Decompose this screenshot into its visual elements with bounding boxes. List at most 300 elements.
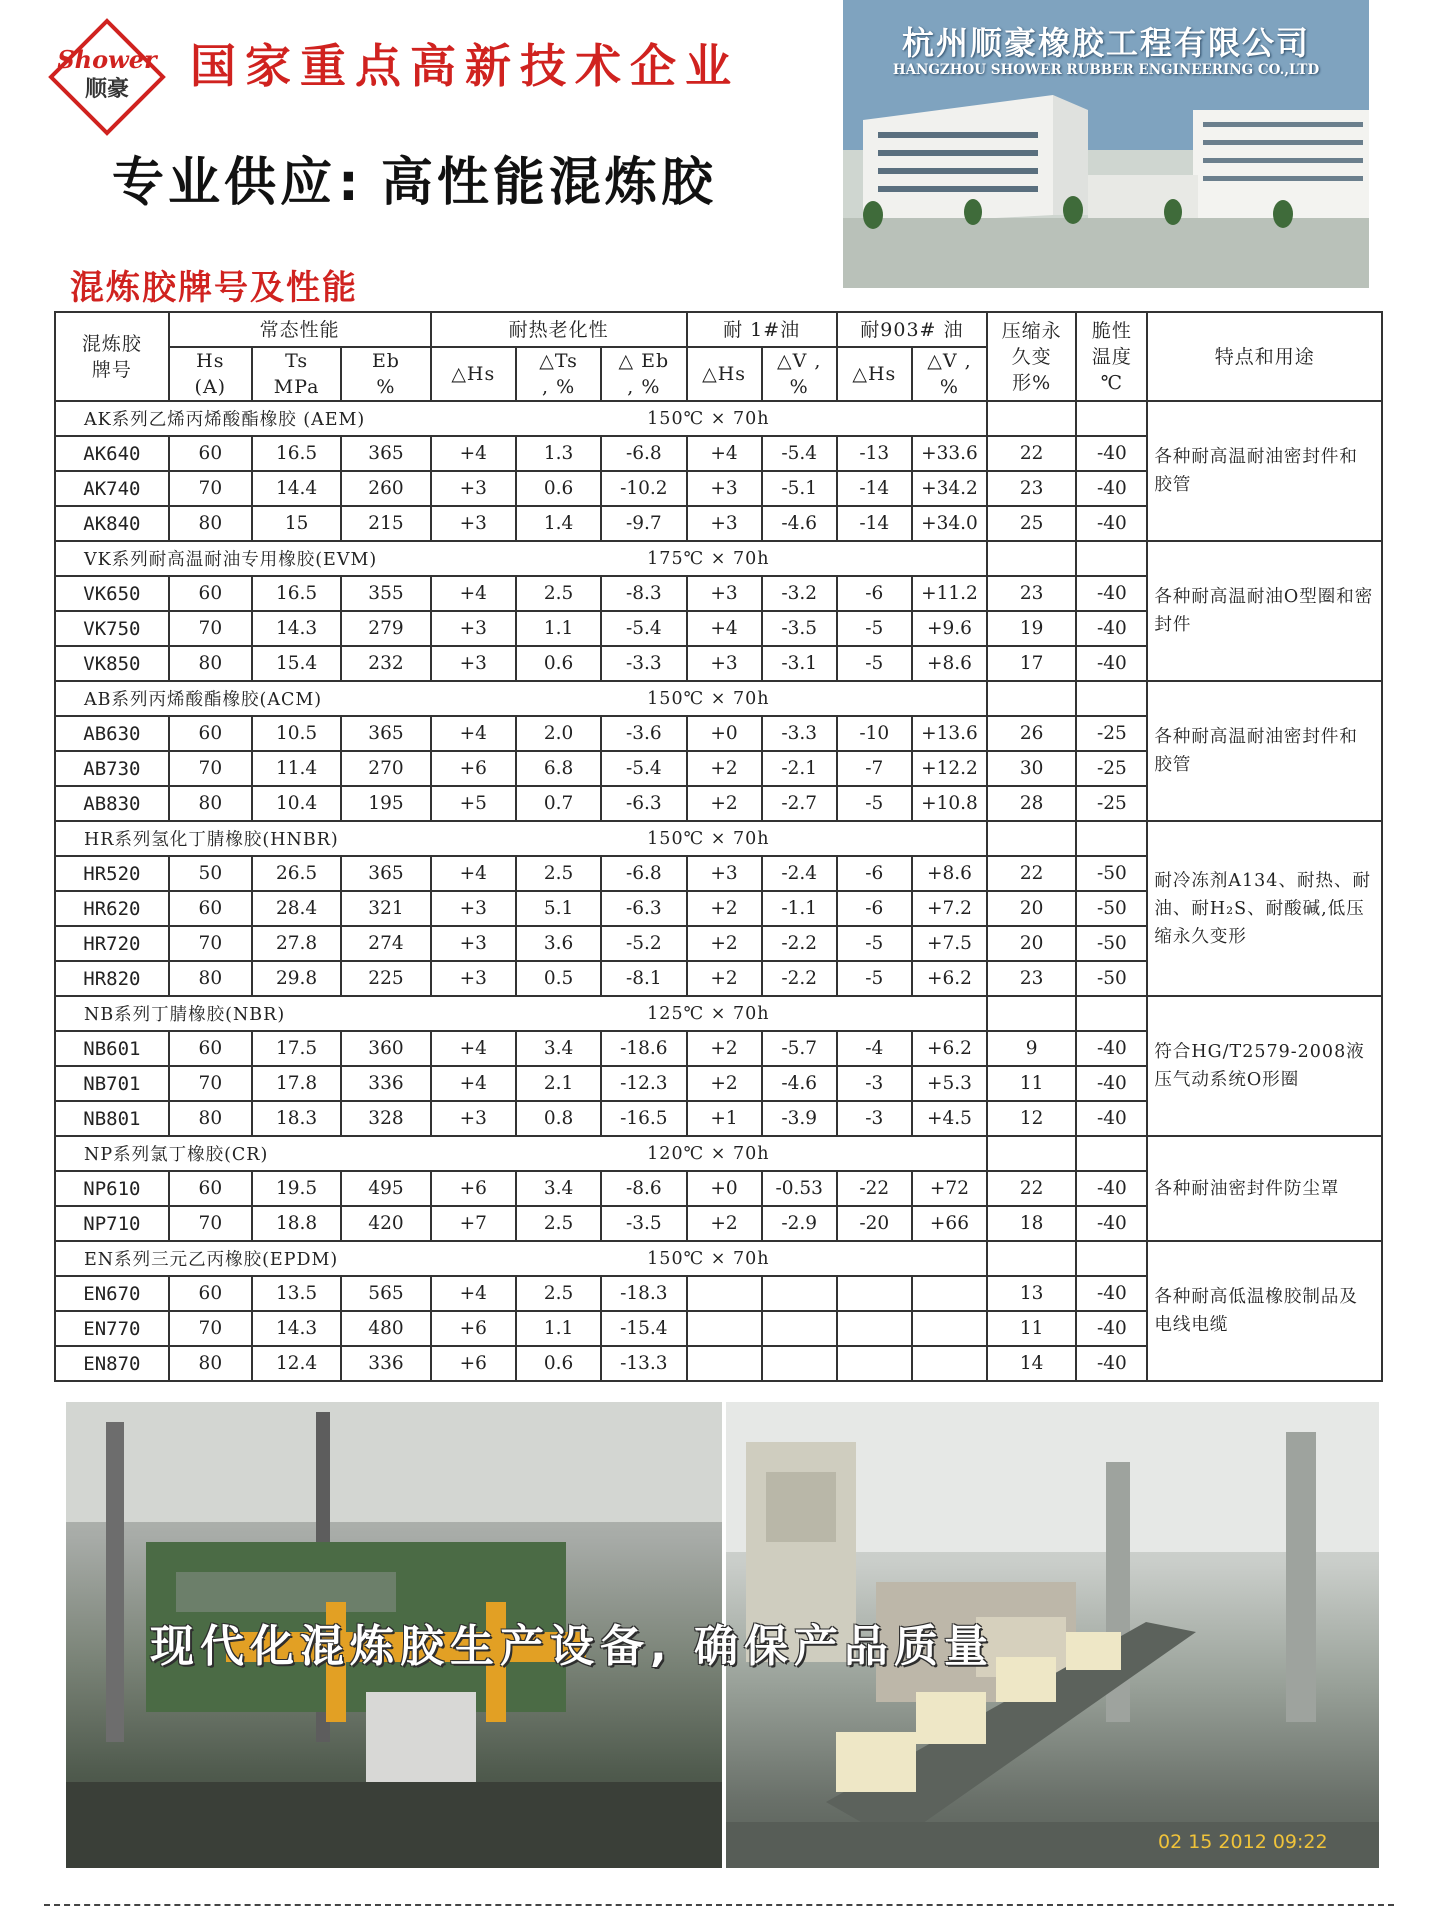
header-brittle-line2: 温度	[1091, 345, 1132, 368]
value-cell: +7.2	[912, 891, 987, 926]
grade-cell: AK840	[55, 506, 169, 541]
value-cell: -5	[837, 646, 912, 681]
company-name-en: HANGZHOU SHOWER RUBBER ENGINEERING CO.,LTD	[892, 62, 1320, 78]
value-cell: -3.3	[601, 646, 686, 681]
value-cell: 17.5	[252, 1031, 341, 1066]
usage-cell: 各种耐油密封件防尘罩	[1147, 1136, 1382, 1241]
value-cell: 0.6	[516, 646, 601, 681]
group-empty-cell	[987, 996, 1076, 1031]
value-cell: +4.5	[912, 1101, 987, 1136]
group-empty-cell	[1076, 1241, 1147, 1276]
value-cell: 80	[169, 786, 252, 821]
header-compression-set	[987, 312, 1076, 401]
value-cell: +0	[687, 1171, 762, 1206]
value-cell: -50	[1076, 856, 1147, 891]
value-cell: +3	[687, 471, 762, 506]
value-cell: +3	[431, 611, 516, 646]
header-oil1-d-v-label: △V ,	[776, 350, 822, 372]
value-cell: 9	[987, 1031, 1076, 1066]
value-cell: 2.5	[516, 856, 601, 891]
value-cell: 195	[341, 786, 430, 821]
value-cell: +6	[431, 1311, 516, 1346]
value-cell: 14.4	[252, 471, 341, 506]
group-test-condition: 150℃ × 70h	[431, 821, 987, 856]
value-cell: +6	[431, 1171, 516, 1206]
grade-cell: EN670	[55, 1276, 169, 1311]
header-grade	[55, 312, 169, 401]
value-cell: -4.6	[762, 1066, 837, 1101]
group-empty-cell	[987, 681, 1076, 716]
group-header-row	[55, 401, 1382, 436]
group-empty-cell	[1076, 821, 1147, 856]
header-ts-unit: MPa	[273, 376, 320, 398]
value-cell: 70	[169, 471, 252, 506]
value-cell: 365	[341, 716, 430, 751]
value-cell: 12.4	[252, 1346, 341, 1381]
header-oil903-d-v-unit: %	[939, 376, 959, 398]
header-oil1: 耐 1#油	[687, 312, 837, 347]
value-cell: 27.8	[252, 926, 341, 961]
value-cell: +13.6	[912, 716, 987, 751]
value-cell: 10.4	[252, 786, 341, 821]
value-cell: 1.1	[516, 1311, 601, 1346]
group-header-row	[55, 821, 1382, 856]
value-cell: -40	[1076, 646, 1147, 681]
photo-timestamp: 02 15 2012 09:22	[1158, 1831, 1328, 1853]
value-cell: 6.8	[516, 751, 601, 786]
value-cell: 70	[169, 1066, 252, 1101]
value-cell: -18.6	[601, 1031, 686, 1066]
grade-cell: NP710	[55, 1206, 169, 1241]
value-cell: +72	[912, 1171, 987, 1206]
headline-prefix: 专业供应	[112, 153, 337, 213]
value-cell: 22	[987, 1171, 1076, 1206]
value-cell: +4	[431, 1276, 516, 1311]
value-cell: 26	[987, 716, 1076, 751]
value-cell: -1.1	[762, 891, 837, 926]
value-cell: -4	[837, 1031, 912, 1066]
value-cell: -40	[1076, 471, 1147, 506]
value-cell	[762, 1276, 837, 1311]
value-cell: +6	[431, 751, 516, 786]
grade-cell: HR720	[55, 926, 169, 961]
value-cell: 20	[987, 891, 1076, 926]
group-empty-cell	[987, 401, 1076, 436]
value-cell: 80	[169, 1346, 252, 1381]
value-cell: -6.3	[601, 891, 686, 926]
value-cell: -2.9	[762, 1206, 837, 1241]
value-cell: -4.6	[762, 506, 837, 541]
value-cell: 60	[169, 436, 252, 471]
value-cell	[762, 1311, 837, 1346]
value-cell	[837, 1311, 912, 1346]
value-cell: -22	[837, 1171, 912, 1206]
value-cell: -2.7	[762, 786, 837, 821]
header-oil903-d-v-label: △V ,	[927, 350, 972, 372]
value-cell: +6.2	[912, 961, 987, 996]
usage-cell: 符合HG/T2579-2008液压气动系统O形圈	[1147, 996, 1382, 1136]
value-cell: 17.8	[252, 1066, 341, 1101]
value-cell: 20	[987, 926, 1076, 961]
value-cell: 0.7	[516, 786, 601, 821]
header-eb-label: Eb	[371, 350, 400, 372]
group-test-condition: 175℃ × 70h	[431, 541, 987, 576]
group-name: HR系列氢化丁腈橡胶(HNBR)	[55, 821, 431, 856]
value-cell: 495	[341, 1171, 430, 1206]
value-cell: -3.5	[762, 611, 837, 646]
header-d-eb-label: △ Eb	[618, 350, 670, 372]
value-cell: 336	[341, 1346, 430, 1381]
section-title: 混炼胶牌号及性能	[70, 268, 358, 308]
value-cell: +3	[687, 506, 762, 541]
value-cell: 15	[252, 506, 341, 541]
value-cell: 26.5	[252, 856, 341, 891]
group-test-condition: 150℃ × 70h	[431, 681, 987, 716]
value-cell: +7	[431, 1206, 516, 1241]
value-cell: +6	[431, 1346, 516, 1381]
header-normal-props: 常态性能	[169, 312, 431, 347]
value-cell: 1.4	[516, 506, 601, 541]
group-empty-cell	[987, 1136, 1076, 1171]
value-cell: 5.1	[516, 891, 601, 926]
value-cell: -40	[1076, 1171, 1147, 1206]
value-cell: 321	[341, 891, 430, 926]
value-cell: 16.5	[252, 576, 341, 611]
grade-cell: NB701	[55, 1066, 169, 1101]
grade-cell: VK750	[55, 611, 169, 646]
value-cell: 328	[341, 1101, 430, 1136]
value-cell: +3	[431, 1101, 516, 1136]
value-cell: +3	[431, 926, 516, 961]
value-cell: +10.8	[912, 786, 987, 821]
value-cell: -40	[1076, 1066, 1147, 1101]
value-cell	[912, 1346, 987, 1381]
value-cell: -13.3	[601, 1346, 686, 1381]
value-cell: 2.5	[516, 576, 601, 611]
value-cell: 565	[341, 1276, 430, 1311]
value-cell: +4	[431, 716, 516, 751]
value-cell: 2.5	[516, 1206, 601, 1241]
value-cell: -3.6	[601, 716, 686, 751]
value-cell: -5.4	[762, 436, 837, 471]
value-cell: 60	[169, 576, 252, 611]
header-brittle-line1: 脆性	[1091, 319, 1132, 342]
header-ts-label: Ts	[285, 350, 309, 372]
value-cell: -7	[837, 751, 912, 786]
value-cell	[687, 1346, 762, 1381]
value-cell: -20	[837, 1206, 912, 1241]
value-cell: 22	[987, 856, 1076, 891]
company-logo	[48, 18, 166, 136]
header-compression-line3: 形%	[1012, 371, 1052, 394]
value-cell: +4	[431, 1066, 516, 1101]
group-name: AK系列乙烯丙烯酸酯橡胶 (AEM)	[55, 401, 431, 436]
value-cell: 70	[169, 611, 252, 646]
grade-cell: VK850	[55, 646, 169, 681]
value-cell: -12.3	[601, 1066, 686, 1101]
group-test-condition: 150℃ × 70h	[431, 401, 987, 436]
value-cell: -18.3	[601, 1276, 686, 1311]
header-oil903: 耐903# 油	[837, 312, 987, 347]
value-cell: -5	[837, 611, 912, 646]
header-oil1-d-v-unit: %	[789, 376, 809, 398]
value-cell: +34.2	[912, 471, 987, 506]
group-test-condition: 125℃ × 70h	[431, 996, 987, 1031]
value-cell: 0.6	[516, 1346, 601, 1381]
value-cell: -25	[1076, 786, 1147, 821]
value-cell: -3.5	[601, 1206, 686, 1241]
value-cell: 28	[987, 786, 1076, 821]
value-cell: -13	[837, 436, 912, 471]
value-cell: -14	[837, 471, 912, 506]
value-cell: 70	[169, 751, 252, 786]
group-test-condition: 120℃ × 70h	[431, 1136, 987, 1171]
value-cell	[687, 1311, 762, 1346]
group-name: NB系列丁腈橡胶(NBR)	[55, 996, 431, 1031]
group-header-row	[55, 1136, 1382, 1171]
value-cell: 355	[341, 576, 430, 611]
value-cell: 23	[987, 576, 1076, 611]
value-cell: -40	[1076, 1311, 1147, 1346]
value-cell: +34.0	[912, 506, 987, 541]
value-cell: -5.2	[601, 926, 686, 961]
value-cell: +2	[687, 961, 762, 996]
grade-cell: AB730	[55, 751, 169, 786]
group-empty-cell	[1076, 401, 1147, 436]
value-cell: 60	[169, 1171, 252, 1206]
header-ts	[252, 347, 341, 401]
value-cell: -8.6	[601, 1171, 686, 1206]
value-cell: +5	[431, 786, 516, 821]
grade-cell: AB630	[55, 716, 169, 751]
grade-cell: HR620	[55, 891, 169, 926]
value-cell: -16.5	[601, 1101, 686, 1136]
value-cell: 70	[169, 1311, 252, 1346]
value-cell: -5.4	[601, 611, 686, 646]
value-cell: 13.5	[252, 1276, 341, 1311]
value-cell: +3	[687, 646, 762, 681]
slogan: 国家重点高新技术企业	[190, 39, 740, 93]
grade-cell: EN770	[55, 1311, 169, 1346]
value-cell: -10.2	[601, 471, 686, 506]
group-empty-cell	[1076, 996, 1147, 1031]
value-cell: -5	[837, 926, 912, 961]
value-cell: 3.6	[516, 926, 601, 961]
value-cell	[837, 1346, 912, 1381]
value-cell: 23	[987, 961, 1076, 996]
group-test-condition: 150℃ × 70h	[431, 1241, 987, 1276]
grade-cell: AK640	[55, 436, 169, 471]
value-cell: 80	[169, 961, 252, 996]
value-cell	[912, 1276, 987, 1311]
grade-cell: NB601	[55, 1031, 169, 1066]
value-cell: +33.6	[912, 436, 987, 471]
value-cell: 0.5	[516, 961, 601, 996]
value-cell: +2	[687, 1066, 762, 1101]
value-cell: 16.5	[252, 436, 341, 471]
header-heat-aging: 耐热老化性	[431, 312, 687, 347]
grade-cell: HR520	[55, 856, 169, 891]
group-empty-cell	[1076, 1136, 1147, 1171]
value-cell: -3	[837, 1066, 912, 1101]
value-cell: 260	[341, 471, 430, 506]
value-cell: 30	[987, 751, 1076, 786]
header-compression-line2: 久变	[1011, 345, 1052, 368]
value-cell: +2	[687, 926, 762, 961]
value-cell	[762, 1346, 837, 1381]
header-d-ts-label: △Ts	[539, 350, 578, 372]
value-cell: -14	[837, 506, 912, 541]
header-d-ts-unit: , %	[541, 376, 576, 398]
value-cell: 19	[987, 611, 1076, 646]
value-cell: -2.4	[762, 856, 837, 891]
value-cell: 11	[987, 1066, 1076, 1101]
value-cell: +66	[912, 1206, 987, 1241]
value-cell: -8.3	[601, 576, 686, 611]
value-cell: 60	[169, 1276, 252, 1311]
group-name: EN系列三元乙丙橡胶(EPDM)	[55, 1241, 431, 1276]
value-cell: 274	[341, 926, 430, 961]
value-cell: +8.6	[912, 646, 987, 681]
value-cell: 11	[987, 1311, 1076, 1346]
value-cell: -25	[1076, 751, 1147, 786]
value-cell: 13	[987, 1276, 1076, 1311]
value-cell: 1.1	[516, 611, 601, 646]
value-cell: 3.4	[516, 1171, 601, 1206]
value-cell: 420	[341, 1206, 430, 1241]
value-cell: +1	[687, 1101, 762, 1136]
header-oil903-d-hs: △Hs	[837, 347, 912, 401]
header-usage: 特点和用途	[1147, 312, 1382, 401]
value-cell: 3.4	[516, 1031, 601, 1066]
cut-line	[44, 1904, 1394, 1906]
header-grade-line2: 牌号	[91, 358, 132, 381]
value-cell: +2	[687, 1206, 762, 1241]
group-name: NP系列氯丁橡胶(CR)	[55, 1136, 431, 1171]
value-cell: +2	[687, 751, 762, 786]
value-cell: 25	[987, 506, 1076, 541]
value-cell: 28.4	[252, 891, 341, 926]
value-cell: -6	[837, 856, 912, 891]
value-cell: +2	[687, 891, 762, 926]
value-cell: -40	[1076, 611, 1147, 646]
logo-brand-cn: 顺豪	[84, 76, 130, 102]
value-cell: -15.4	[601, 1311, 686, 1346]
value-cell: +11.2	[912, 576, 987, 611]
value-cell: 70	[169, 926, 252, 961]
value-cell: 215	[341, 506, 430, 541]
value-cell: 225	[341, 961, 430, 996]
value-cell: +2	[687, 786, 762, 821]
value-cell	[837, 1276, 912, 1311]
headline-colon: :	[338, 153, 363, 213]
value-cell: -3	[837, 1101, 912, 1136]
value-cell: +3	[431, 471, 516, 506]
rubber-spec-table	[54, 311, 1383, 1382]
value-cell: 19.5	[252, 1171, 341, 1206]
value-cell: -3.1	[762, 646, 837, 681]
value-cell: 70	[169, 1206, 252, 1241]
header-brittle-temp	[1076, 312, 1147, 401]
value-cell: +0	[687, 716, 762, 751]
value-cell: -40	[1076, 1276, 1147, 1311]
value-cell: +6.2	[912, 1031, 987, 1066]
value-cell: +12.2	[912, 751, 987, 786]
value-cell: -6.8	[601, 856, 686, 891]
group-empty-cell	[987, 821, 1076, 856]
value-cell: 17	[987, 646, 1076, 681]
usage-cell: 耐冷冻剂A134、耐热、耐油、耐H₂S、耐酸碱,低压缩永久变形	[1147, 821, 1382, 996]
value-cell: -3.2	[762, 576, 837, 611]
value-cell: +3	[431, 961, 516, 996]
value-cell: 18.3	[252, 1101, 341, 1136]
company-building-photo	[843, 0, 1369, 288]
value-cell: -5.1	[762, 471, 837, 506]
value-cell: -40	[1076, 1206, 1147, 1241]
value-cell: 365	[341, 856, 430, 891]
value-cell: 1.3	[516, 436, 601, 471]
group-name: AB系列丙烯酸酯橡胶(ACM)	[55, 681, 431, 716]
value-cell: 60	[169, 891, 252, 926]
header-eb	[341, 347, 430, 401]
value-cell: +7.5	[912, 926, 987, 961]
group-empty-cell	[1076, 541, 1147, 576]
value-cell: -40	[1076, 1101, 1147, 1136]
value-cell: +4	[687, 611, 762, 646]
header-oil903-d-v	[912, 347, 987, 401]
value-cell: +8.6	[912, 856, 987, 891]
value-cell: 18	[987, 1206, 1076, 1241]
value-cell: -50	[1076, 891, 1147, 926]
value-cell: 232	[341, 646, 430, 681]
value-cell: -5	[837, 786, 912, 821]
header-hs	[169, 347, 252, 401]
group-header-row	[55, 541, 1382, 576]
value-cell: -40	[1076, 506, 1147, 541]
logo-brand-en: Shower	[57, 45, 157, 74]
group-empty-cell	[987, 541, 1076, 576]
value-cell: 2.5	[516, 1276, 601, 1311]
value-cell: 60	[169, 1031, 252, 1066]
group-header-row	[55, 996, 1382, 1031]
grade-cell: AB830	[55, 786, 169, 821]
value-cell: +3	[431, 506, 516, 541]
value-cell: -2.2	[762, 926, 837, 961]
value-cell: -6.3	[601, 786, 686, 821]
grade-cell: VK650	[55, 576, 169, 611]
header-d-ts	[516, 347, 601, 401]
value-cell: -40	[1076, 1031, 1147, 1066]
value-cell: -5.4	[601, 751, 686, 786]
value-cell: -6	[837, 891, 912, 926]
header-d-eb	[601, 347, 686, 401]
value-cell: 80	[169, 1101, 252, 1136]
value-cell: 12	[987, 1101, 1076, 1136]
value-cell: -50	[1076, 926, 1147, 961]
header-hs-unit: (A)	[194, 376, 227, 398]
value-cell: 14.3	[252, 1311, 341, 1346]
value-cell: +4	[431, 1031, 516, 1066]
grade-cell: NB801	[55, 1101, 169, 1136]
value-cell: 14.3	[252, 611, 341, 646]
value-cell: -9.7	[601, 506, 686, 541]
value-cell: 14	[987, 1346, 1076, 1381]
header-oil1-d-v	[762, 347, 837, 401]
header-compression-line1: 压缩永	[1001, 319, 1062, 342]
value-cell: 0.6	[516, 471, 601, 506]
value-cell: 10.5	[252, 716, 341, 751]
value-cell: 480	[341, 1311, 430, 1346]
